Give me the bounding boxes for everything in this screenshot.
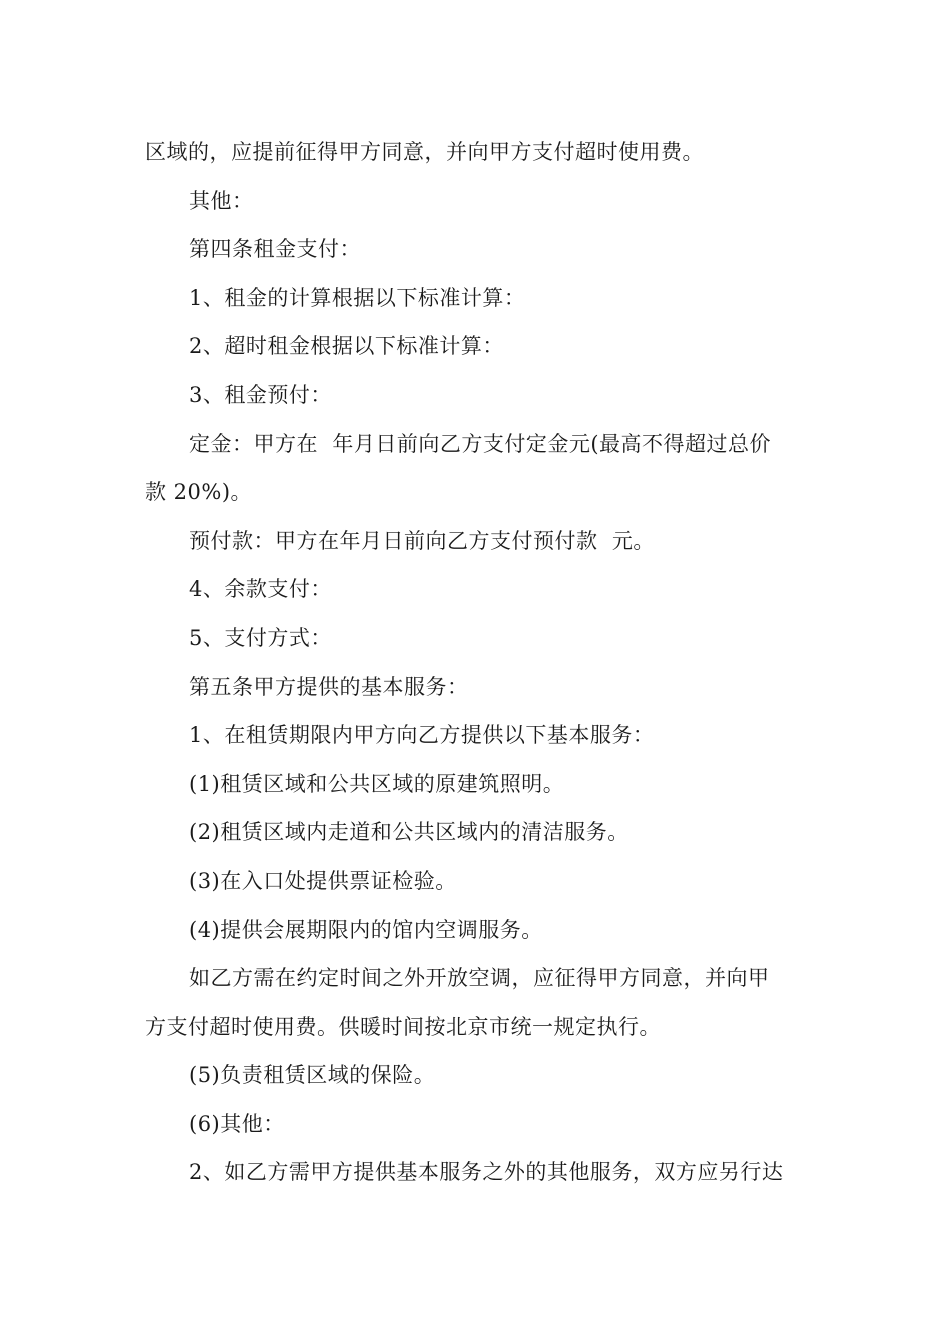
text-line: 款 20%)。 xyxy=(145,480,253,505)
text-line: 5、支付方式： xyxy=(189,625,332,650)
text-line: 3、租金预付： xyxy=(189,382,332,407)
text-line: (6)其他： xyxy=(189,1111,285,1136)
text-line: (5)负责租赁区域的保险。 xyxy=(189,1063,436,1088)
text-line: 第四条租金支付： xyxy=(189,237,361,262)
text-line: 如乙方需在约定时间之外开放空调，应征得甲方同意，并向甲 xyxy=(189,966,770,991)
text-line: 2、如乙方需甲方提供基本服务之外的其他服务，双方应另行达 xyxy=(189,1160,784,1185)
text-line: 其他： xyxy=(189,188,254,213)
text-line: 区域的，应提前征得甲方同意，并向甲方支付超时使用费。 xyxy=(145,140,704,164)
text-line: 1、在租赁期限内甲方向乙方提供以下基本服务： xyxy=(189,723,655,748)
text-line: 4、余款支付： xyxy=(189,577,332,602)
text-line: (1)租赁区域和公共区域的原建筑照明。 xyxy=(189,771,565,796)
text-line: 1、租金的计算根据以下标准计算： xyxy=(189,285,526,310)
document-body xyxy=(145,128,810,1197)
text-line: 预付款：甲方在年月日前向乙方支付预付款 元。 xyxy=(189,528,655,553)
text-line: 方支付超时使用费。供暖时间按北京市统一规定执行。 xyxy=(145,1014,661,1039)
text-line: 定金：甲方在 年月日前向乙方支付定金元(最高不得超过总价 xyxy=(189,431,772,456)
text-line: 第五条甲方提供的基本服务： xyxy=(189,674,469,699)
text-line: (3)在入口处提供票证检验。 xyxy=(189,868,457,893)
text-line: 2、超时租金根据以下标准计算： xyxy=(189,334,504,359)
text-line: (4)提供会展期限内的馆内空调服务。 xyxy=(189,917,543,942)
text-line: (2)租赁区域内走道和公共区域内的清洁服务。 xyxy=(189,820,629,845)
